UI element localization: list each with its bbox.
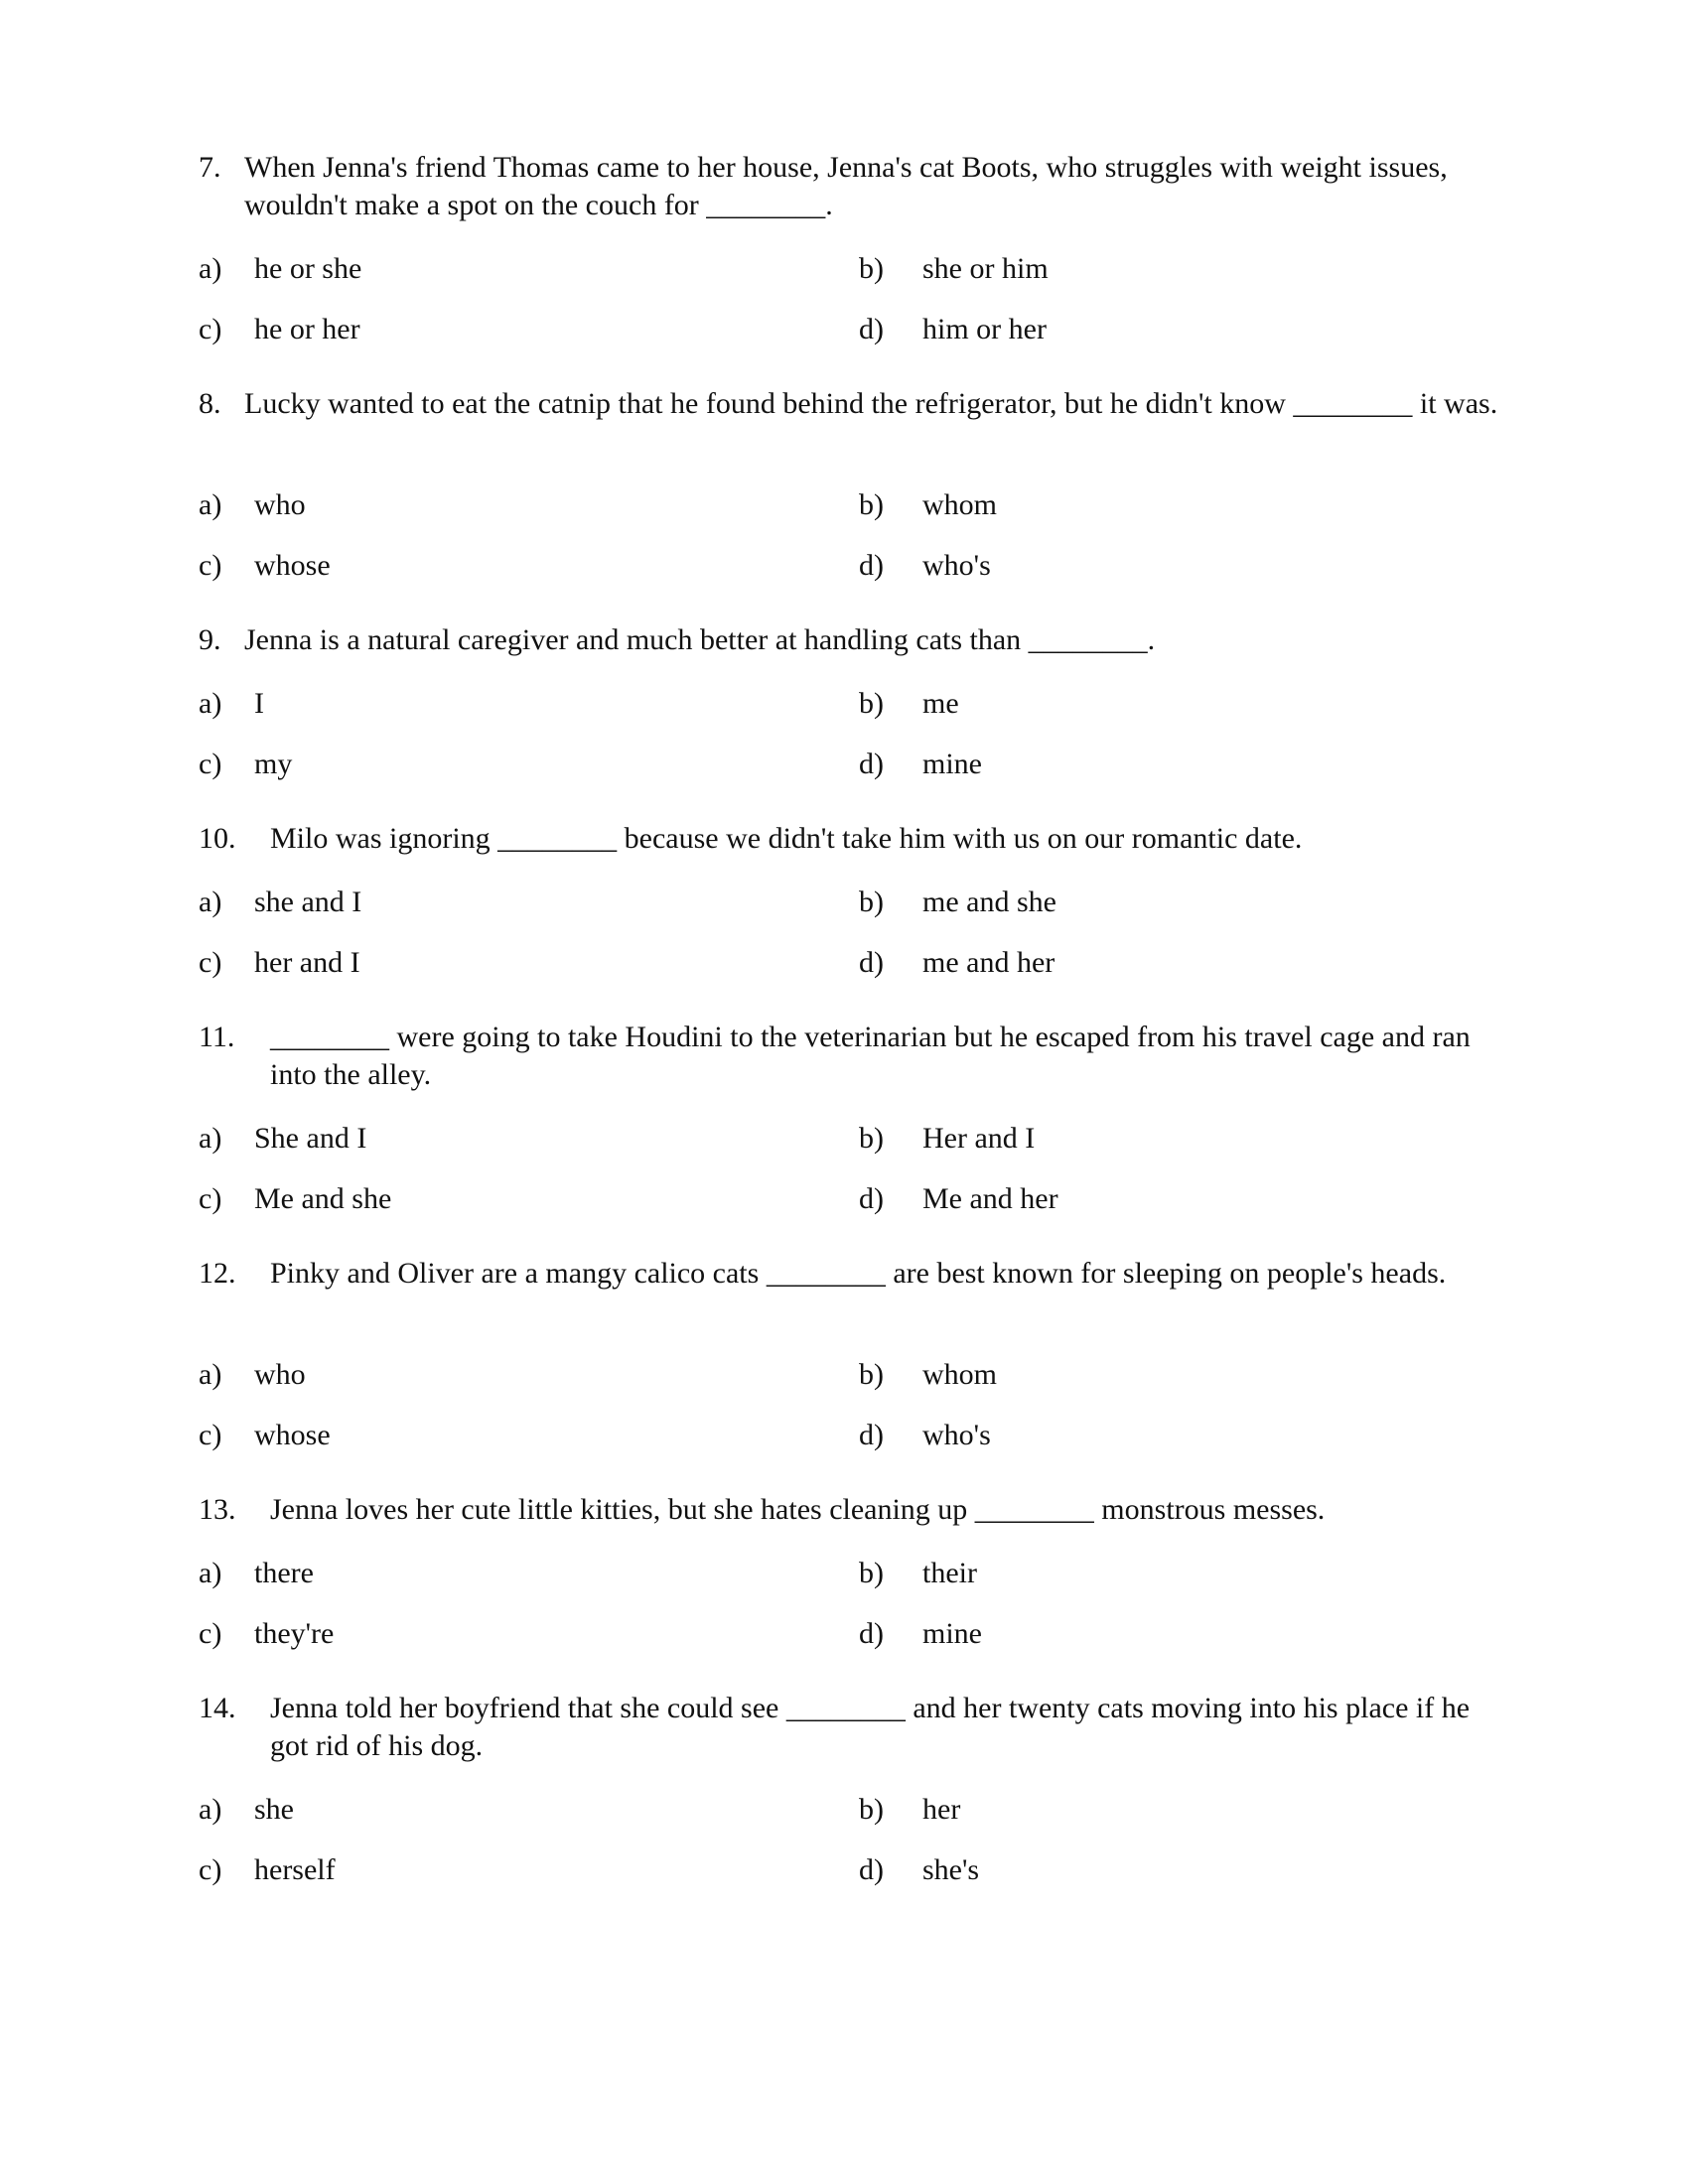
option-c[interactable]	[199, 1417, 331, 1454]
option-a[interactable]	[199, 884, 361, 921]
question-7	[199, 149, 1509, 224]
option-text: they're	[254, 1617, 335, 1650]
option-letter: a)	[199, 1557, 222, 1589]
option-d[interactable]	[859, 1180, 1058, 1218]
option-d[interactable]	[859, 1615, 982, 1653]
option-text: their	[922, 1557, 977, 1589]
option-text: mine	[922, 1617, 982, 1650]
option-text: whom	[922, 1358, 997, 1391]
question-text: ________ were going to take Houdini to the veterinarian but he escaped from his travel cage and ran into the alley.	[270, 1021, 1478, 1091]
option-c[interactable]	[199, 944, 360, 982]
option-a[interactable]	[199, 250, 361, 288]
option-text: me and her	[922, 946, 1055, 979]
option-text: he or her	[254, 313, 360, 345]
option-letter: b)	[859, 1793, 884, 1826]
option-text: her and I	[254, 946, 360, 979]
question-number: 13.	[199, 1493, 236, 1526]
question-14	[199, 1690, 1509, 1765]
option-text: she or him	[922, 252, 1049, 285]
option-b[interactable]	[859, 685, 959, 723]
option-c[interactable]	[199, 1180, 391, 1218]
option-text: whose	[254, 1419, 331, 1451]
option-a[interactable]	[199, 1791, 294, 1829]
option-text: she and I	[254, 886, 362, 918]
option-c[interactable]	[199, 1851, 336, 1889]
option-letter: b)	[859, 1122, 884, 1155]
option-text: there	[254, 1557, 314, 1589]
option-d[interactable]	[859, 1417, 991, 1454]
option-text: who	[254, 488, 306, 521]
option-a[interactable]	[199, 486, 306, 524]
option-letter: b)	[859, 1358, 884, 1391]
option-text: me and she	[922, 886, 1056, 918]
option-text: she	[254, 1793, 294, 1826]
option-text: me	[922, 687, 959, 720]
option-c[interactable]	[199, 746, 292, 783]
option-text: he or she	[254, 252, 362, 285]
option-text: who's	[922, 549, 991, 582]
option-text: my	[254, 748, 293, 780]
option-letter: c)	[199, 1853, 222, 1886]
option-text: Me and she	[254, 1182, 392, 1215]
option-text: mine	[922, 748, 982, 780]
question-text: When Jenna's friend Thomas came to her house, Jenna's cat Boots, who struggles with weight issues, wouldn't make a spot on the couch for ________.	[244, 151, 1456, 221]
question-13	[199, 1491, 1509, 1529]
question-number: 11.	[199, 1021, 235, 1053]
question-number: 8.	[199, 387, 221, 420]
option-b[interactable]	[859, 486, 997, 524]
option-letter: a)	[199, 1793, 222, 1826]
option-d[interactable]	[859, 1851, 979, 1889]
option-text: who's	[922, 1419, 991, 1451]
option-d[interactable]	[859, 311, 1047, 348]
question-text: Lucky wanted to eat the catnip that he found behind the refrigerator, but he didn't know ________ it was.	[244, 387, 1498, 420]
option-letter: a)	[199, 488, 222, 521]
question-text: Jenna loves her cute little kitties, but she hates cleaning up ________ monstrous messes.	[270, 1493, 1326, 1526]
option-letter: c)	[199, 1182, 222, 1215]
question-text: Pinky and Oliver are a mangy calico cats ________ are best known for sleeping on people's heads.	[270, 1257, 1447, 1290]
option-text: Me and her	[922, 1182, 1058, 1215]
option-a[interactable]	[199, 1555, 314, 1592]
question-10	[199, 820, 1509, 858]
option-letter: d)	[859, 748, 884, 780]
option-letter: b)	[859, 252, 884, 285]
option-d[interactable]	[859, 944, 1055, 982]
question-text: Jenna is a natural caregiver and much better at handling cats than ________.	[244, 623, 1156, 656]
option-letter: c)	[199, 946, 222, 979]
question-11	[199, 1019, 1509, 1094]
option-letter: b)	[859, 1557, 884, 1589]
option-b[interactable]	[859, 250, 1049, 288]
option-a[interactable]	[199, 1120, 366, 1158]
option-c[interactable]	[199, 1615, 334, 1653]
option-letter: d)	[859, 1419, 884, 1451]
option-letter: c)	[199, 549, 222, 582]
option-letter: d)	[859, 1182, 884, 1215]
option-letter: d)	[859, 946, 884, 979]
option-text: herself	[254, 1853, 336, 1886]
option-letter: c)	[199, 748, 222, 780]
option-letter: a)	[199, 1358, 222, 1391]
option-letter: b)	[859, 886, 884, 918]
question-number: 7.	[199, 151, 221, 184]
question-number: 10.	[199, 822, 236, 855]
option-text: Her and I	[922, 1122, 1036, 1155]
option-b[interactable]	[859, 1356, 997, 1394]
question-text: Jenna told her boyfriend that she could see ________ and her twenty cats moving into his place if he got rid of his dog.	[270, 1692, 1477, 1762]
option-text: him or her	[922, 313, 1047, 345]
option-letter: c)	[199, 313, 222, 345]
question-number: 14.	[199, 1692, 236, 1724]
option-b[interactable]	[859, 1555, 977, 1592]
option-letter: a)	[199, 252, 222, 285]
option-letter: d)	[859, 1617, 884, 1650]
option-letter: d)	[859, 1853, 884, 1886]
option-letter: c)	[199, 1617, 222, 1650]
option-c[interactable]	[199, 311, 360, 348]
question-9	[199, 621, 1509, 659]
question-number: 12.	[199, 1257, 236, 1290]
option-b[interactable]	[859, 1120, 1035, 1158]
option-letter: c)	[199, 1419, 222, 1451]
option-letter: d)	[859, 313, 884, 345]
option-b[interactable]	[859, 1791, 960, 1829]
question-number: 9.	[199, 623, 221, 656]
option-letter: a)	[199, 1122, 222, 1155]
question-12	[199, 1255, 1509, 1293]
option-letter: a)	[199, 687, 222, 720]
option-letter: d)	[859, 549, 884, 582]
option-text: she's	[922, 1853, 980, 1886]
option-text: whose	[254, 549, 331, 582]
option-letter: b)	[859, 687, 884, 720]
option-text: who	[254, 1358, 306, 1391]
option-text: whom	[922, 488, 997, 521]
option-d[interactable]	[859, 547, 991, 585]
option-text: She and I	[254, 1122, 367, 1155]
option-d[interactable]	[859, 746, 982, 783]
option-a[interactable]	[199, 1356, 306, 1394]
option-a[interactable]	[199, 685, 264, 723]
option-text: I	[254, 687, 264, 720]
question-8	[199, 385, 1509, 423]
option-text: her	[922, 1793, 961, 1826]
option-letter: a)	[199, 886, 222, 918]
option-c[interactable]	[199, 547, 331, 585]
question-text: Milo was ignoring ________ because we didn't take him with us on our romantic date.	[270, 822, 1303, 855]
option-b[interactable]	[859, 884, 1056, 921]
option-letter: b)	[859, 488, 884, 521]
